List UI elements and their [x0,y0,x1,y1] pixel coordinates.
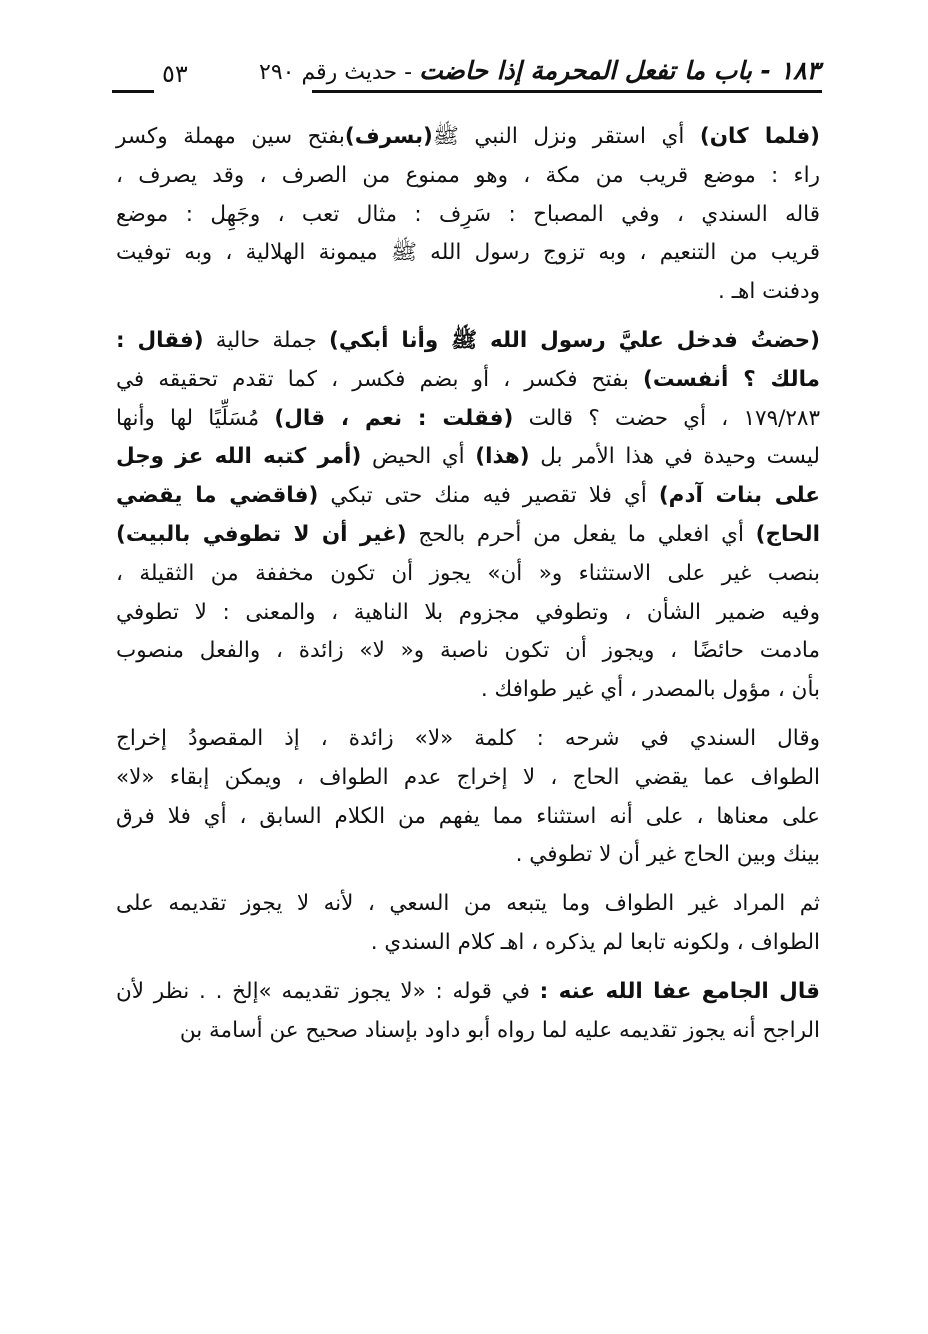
page-number-rule [112,90,154,93]
text-line [116,157,820,196]
text-line [116,516,820,555]
text-segment: راء : موضع قريب من مكة ، وهو ممنوع من الصرف ، وقد يصرف ، [116,162,820,188]
text-line [116,477,820,516]
text-line [116,720,820,759]
header-rule [312,90,822,93]
page-number: ٥٣ [162,60,188,88]
text-line [116,196,820,235]
bold-quote: (بسرف) [344,124,433,149]
text-segment: بنصب غير على الاستثناء و« أن» يجوز أن تكون مخففة من الثقيلة ، [116,560,820,586]
bold-quote: (فقال : [116,327,204,353]
text-line [116,924,820,963]
text-line [116,632,820,671]
text-line [116,671,820,710]
text-segment: بأن ، مؤول بالمصدر ، أي غير طوافك . [480,677,820,703]
text-line [116,234,820,273]
bold-quote: (فلما كان) [699,124,820,149]
text-segment: ليست وحيدة في هذا الأمر بل [529,444,820,470]
text-line [116,118,820,157]
text-segment: أي الحيض [361,444,476,470]
chapter-title: ١٨٣ - باب ما تفعل المحرمة إذا حاضت - حديث رقم ٢٩٠ [259,56,820,85]
text-segment: بفتح فكسر ، أو بضم فكسر ، كما تقدم تحقيقه في [116,366,644,392]
text-segment: أي فلا تقصير فيه منك حتى تبكي [318,483,659,509]
text-line [116,798,820,837]
text-line [116,759,820,798]
text-segment: وفيه ضمير الشأن ، وتطوفي مجزوم بلا الناهية ، والمعنى : لا تطوفي [116,599,820,625]
text-segment: بفتح سين مهملة وكسر [116,124,345,149]
bold-quote: على بنات آدم) [658,483,820,509]
bold-quote: مالك ؟ أنفست) [643,366,820,392]
text-segment: بينك وبين الحاج غير أن لا تطوفي . [515,842,820,868]
text-segment: الطواف عما يقضي الحاج ، لا إخراج عدم الطواف ، ويمكن إبقاء «لا» [116,764,820,790]
text-line [116,836,820,875]
text-segment: ودفنت اهـ . [718,279,820,305]
bold-quote: قال الجامع عفا الله عنه : [539,978,820,1004]
bold-quote: (غير أن لا تطوفي بالبيت) [116,521,407,547]
bold-quote: (فقلت : نعم ، قال) [274,405,514,431]
text-segment: في قوله : «لا يجوز تقديمه »إلخ . . نظر لأن [116,978,540,1004]
text-segment: قاله السندي ، وفي المصباح : سَرِف : مثال تعب ، وجَهِل : موضع [116,201,820,227]
text-line [116,594,820,633]
text-segment: مُسَلِّيًا لها وأنها [116,405,275,431]
hadith-number: - حديث رقم ٢٩٠ [259,60,420,85]
running-header [112,52,822,94]
bold-quote: (فاقضي ما يقضي [116,483,319,509]
text-line [116,885,820,924]
paragraph [116,720,820,875]
text-segment: على معناها ، على أنه استثناء مما يفهم من الكلام السابق ، أي فلا فرق [116,803,820,829]
text-segment: ثم المراد غير الطواف وما يتبعه من السعي ، لأنه لا يجوز تقديمه على [116,891,820,917]
text-line [116,361,820,400]
text-segment: وقال السندي في شرحه : كلمة «لا» زائدة ، إذ المقصودُ إخراج [116,725,820,751]
paragraph [116,118,820,312]
text-segment: الراجح أنه يجوز تقديمه عليه لما رواه أبو داود بإسناد صحيح عن أسامة بن [179,1017,820,1043]
text-segment: جملة حالية [203,327,329,353]
text-segment: أي افعلي ما يفعل من أحرم بالحج [406,521,756,547]
text-line [116,1012,820,1051]
text-segment: أي استقر ونزل النبي ﷺ [432,124,700,149]
paragraph [116,973,820,1051]
text-segment: مادمت حائضًا ، ويجوز أن تكون ناصبة و« لا» زائدة ، والفعل منصوب [116,638,820,664]
text-line [116,555,820,594]
text-line [116,322,820,361]
paragraph [116,322,820,710]
text-line [116,273,820,312]
paragraph [116,885,820,963]
text-line [116,438,820,477]
text-line [116,400,820,439]
bold-quote: الحاج) [755,521,820,547]
text-segment: الطواف ، ولكونه تابعا لم يذكره ، اهـ كلام السندي . [370,929,820,955]
text-segment: ١٧٩/٢٨٣ ، أي حضت ؟ قالت [513,405,821,431]
page-body [116,118,820,1050]
bold-quote: (أمر كتبه الله عز وجل [116,444,362,470]
bold-quote: (هذا) [475,444,530,470]
text-segment: قريب من التنعيم ، وبه تزوج رسول الله ﷺ ميمونة الهلالية ، وبه توفيت [116,240,820,266]
text-line [116,973,820,1012]
bold-quote: (حضتُ فدخل عليَّ رسول الله ﷺ وأنا أبكي) [329,327,820,353]
